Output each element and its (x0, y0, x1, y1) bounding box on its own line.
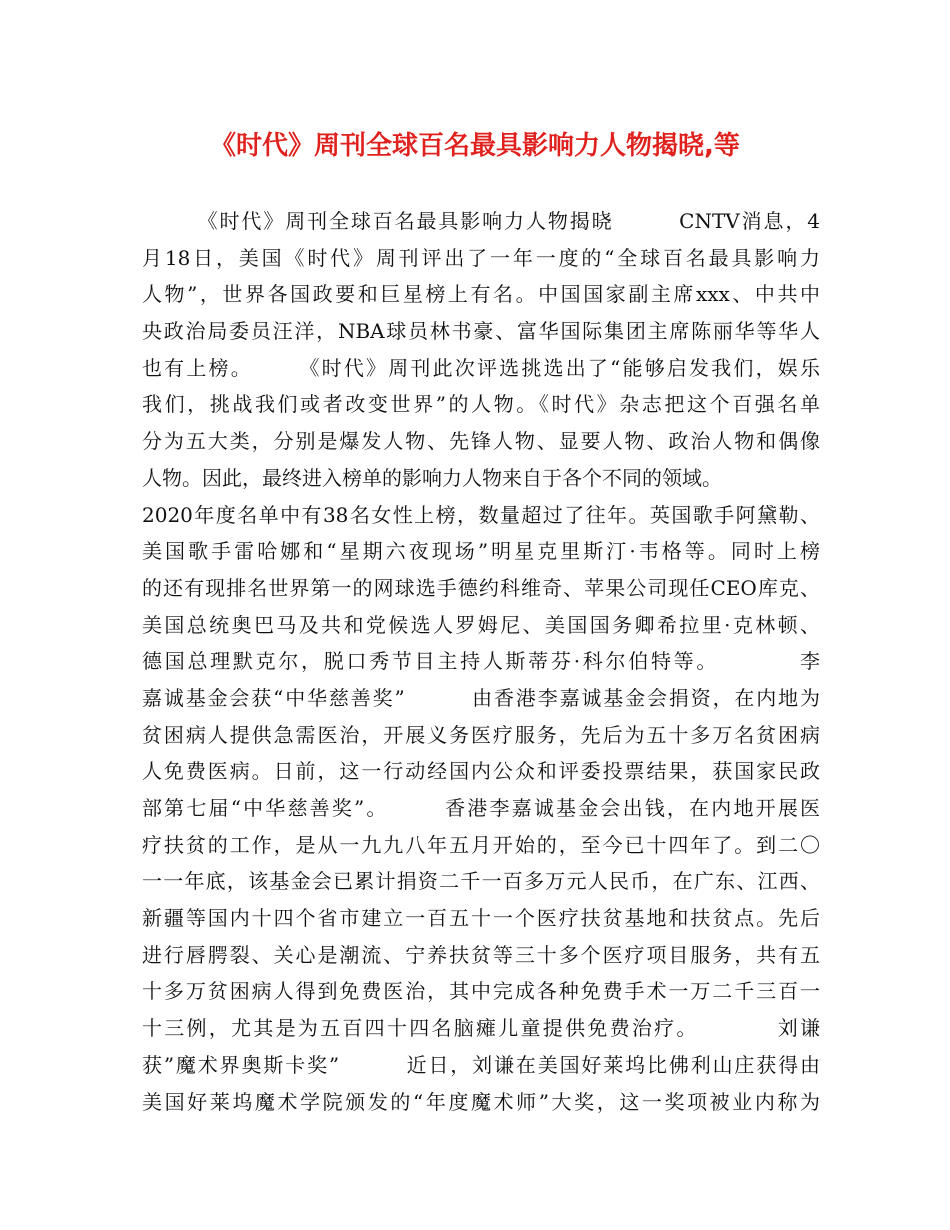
body-text-line: 美国歌手雷哈娜和“星期六夜现场”明星克里斯汀·韦格等。同时上榜 (142, 539, 820, 564)
body-text-line: 十多万贫困病人得到免费医治，其中完成各种免费手术一万二千三百一 (142, 979, 820, 1004)
body-text-line: 月18日，美国《时代》周刊评出了一年一度的“全球百名最具影响力 (142, 245, 820, 270)
body-text-line: 美国好莱坞魔术学院颁发的“年度魔术师”大奖，这一奖项被业内称为 (142, 1089, 820, 1114)
body-text-line: 分为五大类，分别是爆发人物、先锋人物、显要人物、政治人物和偶像 (142, 429, 820, 454)
body-text-line: 疗扶贫的工作，是从一九九八年五月开始的，至今已十四年了。到二〇 (142, 832, 820, 857)
body-text-line: 人物。因此，最终进入榜单的影响力人物来自于各个不同的领域。 (142, 465, 722, 490)
body-text-line: 部第七届“中华慈善奖”。 香港李嘉诚基金会出钱，在内地开展医 (142, 796, 820, 820)
body-text-line: 进行唇腭裂、关心是潮流、宁养扶贫等三十多个医疗项目服务，共有五 (142, 942, 820, 967)
body-text-line: 嘉诚基金会获“中华慈善奖” 由香港李嘉诚基金会捐资，在内地为 (142, 685, 820, 710)
body-text-line: 也有上榜。 《时代》周刊此次评选挑选出了“能够启发我们，娱乐 (142, 355, 820, 380)
body-text-line: 新疆等国内十四个省市建立一百五十一个医疗扶贫基地和扶贫点。先后 (142, 906, 820, 931)
body-text-line: 《时代》周刊全球百名最具影响力人物揭晓 CNTV消息，4 (142, 209, 820, 233)
body-text-line: 贫困病人提供急需医治，开展义务医疗服务，先后为五十多万名贫困病 (142, 722, 820, 747)
body-text-line: 获”魔术界奥斯卡奖” 近日，刘谦在美国好莱坞比佛利山庄获得由 (142, 1052, 820, 1077)
body-text-line: 2020年度名单中有38名女性上榜，数量超过了往年。英国歌手阿黛勒、 (142, 502, 820, 527)
body-text-line: 人免费医病。日前，这一行动经国内公众和评委投票结果，获国家民政 (142, 759, 820, 784)
body-text-line: 德国总理默克尔，脱口秀节目主持人斯蒂芬·科尔伯特等。 李 (142, 649, 820, 674)
body-text-line: 美国总统奥巴马及共和党候选人罗姆尼、美国国务卿希拉里·克林顿、 (142, 612, 820, 637)
body-text-line: 我们，挑战我们或者改变世界”的人物。《时代》杂志把这个百强名单 (142, 392, 820, 417)
body-text-line: 人物”，世界各国政要和巨星榜上有名。中国国家副主席xxx、中共中 (142, 282, 820, 307)
body-text-line: 的还有现排名世界第一的网球选手德约科维奇、苹果公司现任CEO库克、 (142, 575, 820, 600)
document-body (142, 203, 820, 1120)
body-text-line: 一一年底，该基金会已累计捐资二千一百多万元人民币，在广东、江西、 (142, 869, 820, 894)
document-title: 《时代》周刊全球百名最具影响力人物揭晓,等 (210, 131, 740, 161)
body-text-line: 十三例，尤其是为五百四十四名脑瘫儿童提供免费治疗。 刘谦 (142, 1016, 820, 1041)
body-text-line: 央政治局委员汪洋，NBA球员林书豪、富华国际集团主席陈丽华等华人 (142, 319, 820, 344)
